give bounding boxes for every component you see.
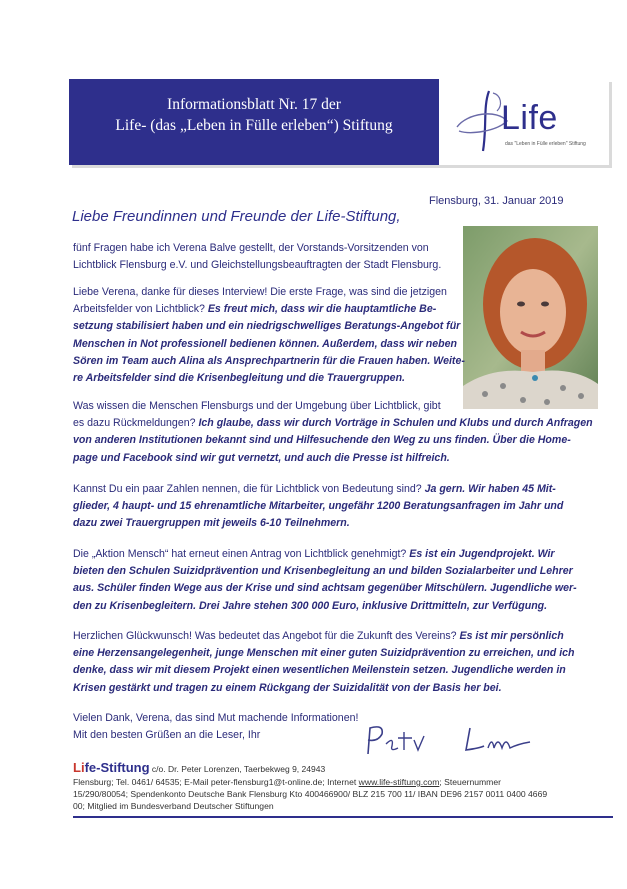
question-text: Arbeitsfelder von Lichtblick? bbox=[73, 303, 208, 316]
answer-text: page und Facebook sind wir gut vernetzt, und auch die Presse ist hilfreich. bbox=[73, 451, 450, 464]
question-text: Die „Aktion Mensch“ hat erneut einen Antrag von Lichtblick genehmigt? bbox=[73, 548, 410, 560]
header-title-box bbox=[69, 79, 439, 165]
letter-date: Flensburg, 31. Januar 2019 bbox=[429, 195, 564, 207]
answer-text: bieten den Schulen Suizidprävention und Krisenbegleitung an und bilden Sozialarbeiter und Lehrer bbox=[73, 565, 573, 578]
header-title-line2: Life- (das „Leben in Fülle erleben“) Stiftung bbox=[115, 117, 393, 134]
footer-divider bbox=[73, 816, 613, 818]
footer-org-accent: Li bbox=[73, 760, 85, 775]
intro-line: fünf Fragen habe ich Verena Balve gestellt, der Vorstands-Vorsitzenden von bbox=[73, 242, 429, 254]
answer-text: Es ist mir persönlich bbox=[459, 630, 564, 642]
footer-contact-text: Flensburg; Tel. 0461/ 64535; E-Mail peter-flensburg1@t-online.de; Internet bbox=[73, 777, 359, 787]
question-text: Was wissen die Menschen Flensburgs und der Umgebung über Lichtblick, gibt bbox=[73, 400, 441, 412]
intro-line: Lichtblick Flensburg e.V. und Gleichstellungsbeauftragten der Stadt Flensburg. bbox=[73, 259, 442, 272]
answer-text: den zu Krisenbegleitern. Drei Jahre stehen 300 000 Euro, inklusive Drittmitteln, zur Verfügung. bbox=[73, 599, 548, 612]
footer-org-address: c/o. Dr. Peter Lorenzen, Taerbekweg 9, 24943 bbox=[149, 764, 326, 774]
qa-block-2 bbox=[73, 398, 593, 467]
footer-organization bbox=[73, 760, 325, 775]
question-text: es dazu Rückmeldungen? bbox=[73, 417, 199, 430]
question-text: Herzlichen Glückwunsch! Was bedeutet das Angebot für die Zukunft des Vereins? bbox=[73, 630, 460, 642]
logo-tagline: das "Leben in Fülle erleben" Stiftung bbox=[505, 141, 586, 147]
portrait-photo bbox=[463, 226, 598, 409]
answer-text: denke, dass wir mit diesem Projekt einen wesentlichen Meilenstein setzen. Jugendliche werden in bbox=[73, 664, 566, 677]
answer-text: Es freut mich, dass wir die hauptamtliche Be- bbox=[207, 303, 437, 316]
website-link[interactable]: www.life-stiftung.com bbox=[358, 777, 440, 787]
qa-block-4 bbox=[73, 546, 577, 615]
answer-text: aus. Schüler finden Wege aus der Krise und sind achtsam gegenüber Mitschülern. Jugendliche wer- bbox=[73, 582, 577, 595]
closing-line: Vielen Dank, Verena, das sind Mut machende Informationen! bbox=[73, 712, 359, 724]
header-title-line1: Informationsblatt Nr. 17 der bbox=[167, 96, 341, 113]
footer-org-name: fe-Stiftung bbox=[84, 760, 150, 775]
footer-membership-line: 00; Mitglied im Bundesverband Deutscher Stiftungen bbox=[73, 801, 274, 812]
answer-text: von anderen Institutionen bekannt sind und Hilfesuchende den Weg zu uns finden. Über die Home- bbox=[73, 434, 571, 447]
answer-text: Ich glaube, dass wir durch Vorträge in Schulen und Klubs und durch Anfragen bbox=[198, 417, 593, 430]
answer-text: Krisen gestärkt und tragen zu einem Rückgang der Suizidalität von der Basis her bei. bbox=[73, 681, 502, 694]
qa-block-1 bbox=[73, 284, 465, 387]
life-logo bbox=[439, 79, 609, 165]
answer-text: Sören im Team auch Alina als Ansprechpartnerin für die Frauen haben. Weite- bbox=[73, 354, 465, 367]
closing-line: Mit den besten Grüßen an die Leser, Ihr bbox=[73, 729, 261, 742]
footer-bank-line: 15/290/80054; Spendenkonto Deutsche Bank Flensburg Kto 400466900/ BLZ 215 700 11/ IBAN DE96 2157 0011 0400 4669 bbox=[73, 789, 548, 800]
answer-text: Menschen in Not professionell bedienen können. Außerdem, dass wir neben bbox=[73, 337, 457, 350]
answer-text: dazu zwei Trauergruppen mit jeweils 6-10 Teilnehmern. bbox=[73, 517, 350, 530]
qa-block-5 bbox=[73, 628, 575, 697]
qa-block-3 bbox=[73, 481, 563, 533]
answer-text: eine Herzensangelegenheit, junge Menschen mit einer guten Suizidprävention zu erreichen, und ich bbox=[73, 647, 575, 660]
closing-paragraph bbox=[73, 710, 358, 744]
intro-paragraph bbox=[73, 240, 441, 274]
salutation: Liebe Freundinnen und Freunde der Life-Stiftung, bbox=[72, 208, 401, 225]
question-text: Kannst Du ein paar Zahlen nennen, die für Lichtblick von Bedeutung sind? bbox=[73, 483, 425, 495]
answer-text: setzung stabilisiert haben und ein niedrigschwelliges Beratungs-Angebot für bbox=[73, 320, 461, 333]
handwritten-signature bbox=[360, 722, 560, 762]
answer-text: re Arbeitsfelder sind die Krisenbegleitung und die Trauergruppen. bbox=[73, 372, 405, 385]
answer-text: Es ist ein Jugendprojekt. Wir bbox=[409, 548, 555, 560]
logo-word: Life bbox=[501, 99, 558, 137]
answer-text: Ja gern. Wir haben 45 Mit- bbox=[424, 483, 556, 495]
question-text: Liebe Verena, danke für dieses Interview! Die erste Frage, was sind die jetzigen bbox=[73, 286, 447, 298]
footer-contact bbox=[73, 776, 547, 813]
footer-contact-text: ; Steuernummer bbox=[439, 777, 501, 787]
answer-text: glieder, 4 haupt- und 15 ehrenamtliche Mitarbeiter, ungefähr 1200 Beratungsanfragen im Jahr und bbox=[73, 500, 564, 513]
